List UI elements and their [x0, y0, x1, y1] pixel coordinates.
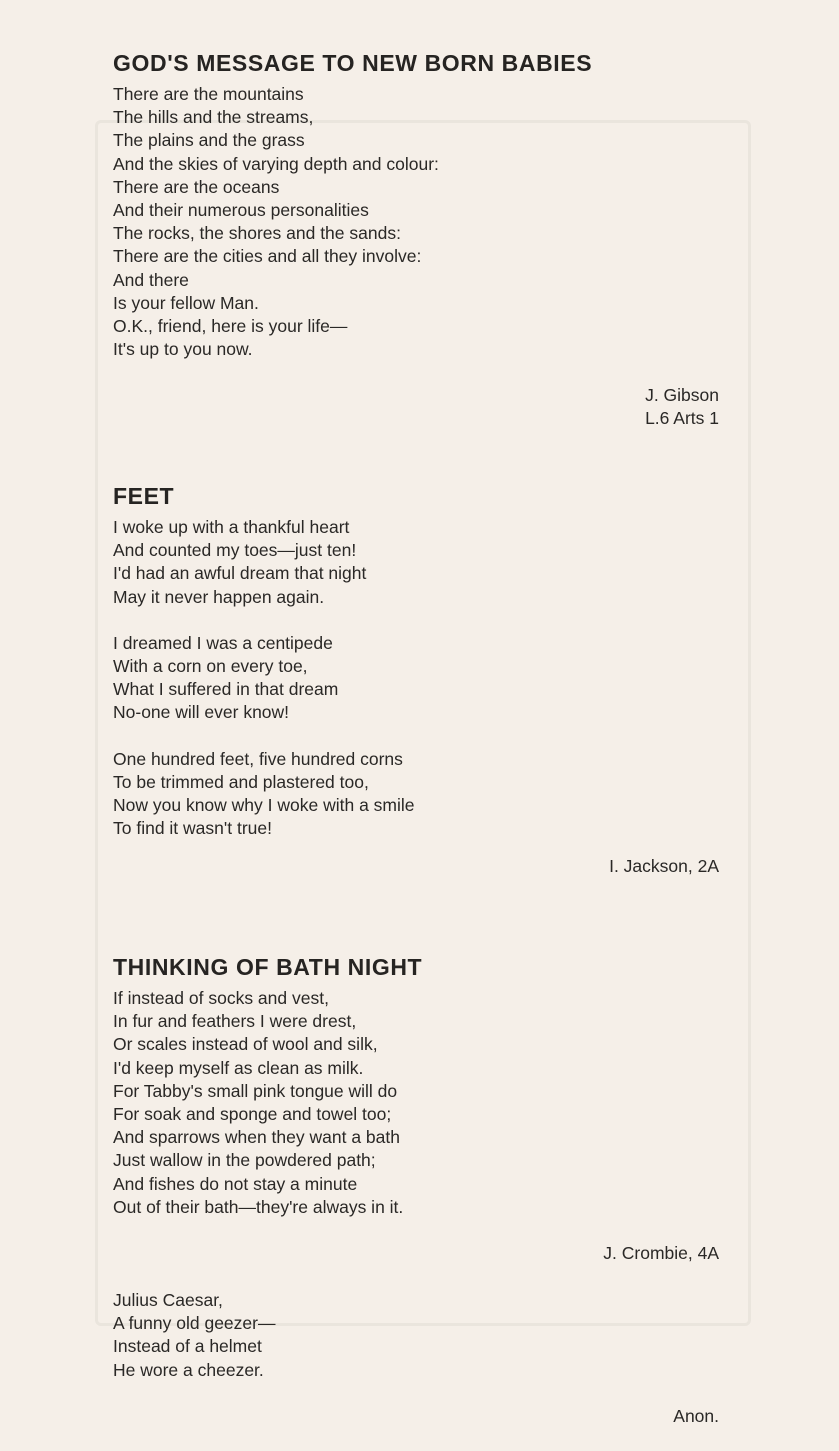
stanza [113, 1289, 733, 1382]
author-class: L.6 Arts 1 [645, 408, 719, 429]
stanza [113, 632, 733, 725]
poem-bath-night [113, 954, 733, 1265]
poem-line: With a corn on every toe, [113, 656, 308, 677]
poem-line: Julius Caesar, [113, 1290, 223, 1310]
stanza [113, 83, 733, 361]
poem-line: Out of their bath—they're always in it. [113, 1196, 404, 1217]
poem-title: GOD'S MESSAGE TO NEW BORN BABIES [113, 50, 593, 76]
poem-line: Instead of a helmet [113, 1336, 262, 1357]
poem-line: And the skies of varying depth and colour: [113, 153, 439, 174]
poem-line: The rocks, the shores and the sands: [113, 223, 401, 244]
poem-line: It's up to you now. [113, 339, 253, 360]
stanza [113, 516, 733, 609]
poem-line: Is your fellow Man. [113, 292, 259, 313]
poem-line: For Tabby's small pink tongue will do [113, 1080, 398, 1101]
author-name: I. Jackson, 2A [609, 856, 719, 877]
author-name: J. Crombie, 4A [603, 1243, 719, 1264]
poem-line: And sparrows when they want a bath [113, 1127, 400, 1148]
poem-line: I'd keep myself as clean as milk. [113, 1057, 364, 1078]
poem-line: Just wallow in the powdered path; [113, 1150, 376, 1171]
poem-line: I'd had an awful dream that night [113, 563, 367, 584]
poem-line: And their numerous personalities [113, 200, 369, 221]
poem-line: In fur and feathers I were drest, [113, 1011, 357, 1032]
poem-title: THINKING OF BATH NIGHT [113, 954, 423, 980]
poem-line: To be trimmed and plastered too, [113, 771, 369, 792]
poem-line: What I suffered in that dream [113, 679, 339, 700]
poem-line: And fishes do not stay a minute [113, 1173, 358, 1194]
poem-line: He wore a cheezer. [113, 1359, 264, 1380]
poem-line: I woke up with a thankful heart [113, 517, 350, 537]
author-name: Anon. [673, 1405, 719, 1426]
poem-line: For soak and sponge and towel too; [113, 1104, 392, 1125]
stanza [113, 748, 733, 841]
poem-line: Now you know why I woke with a smile [113, 795, 415, 816]
author-name: J. Gibson [645, 385, 719, 406]
poem-line: May it never happen again. [113, 586, 325, 607]
poem-line: There are the oceans [113, 176, 280, 197]
poem-line: No-one will ever know! [113, 702, 290, 723]
poem-line: There are the cities and all they involve: [113, 246, 422, 267]
poem-line: A funny old geezer— [113, 1313, 276, 1334]
poem-feet [113, 483, 733, 878]
poem-line: If instead of socks and vest, [113, 988, 329, 1008]
poem-line: And there [113, 269, 189, 290]
poem-line: Or scales instead of wool and silk, [113, 1034, 378, 1055]
poem-line: The hills and the streams, [113, 107, 314, 128]
poem-line: One hundred feet, five hundred corns [113, 748, 403, 769]
poem-title: FEET [113, 483, 175, 509]
poem-line: O.K., friend, here is your life— [113, 316, 348, 337]
stanza [113, 987, 733, 1219]
poem-line: I dreamed I was a centipede [113, 632, 333, 653]
poem-julius-caesar [113, 1289, 733, 1428]
poem-line: To find it wasn't true! [113, 818, 272, 839]
poem-line: And counted my toes—just ten! [113, 540, 357, 561]
poem-line: The plains and the grass [113, 130, 305, 151]
poem-gods-message [113, 50, 733, 430]
poem-line: There are the mountains [113, 84, 304, 104]
